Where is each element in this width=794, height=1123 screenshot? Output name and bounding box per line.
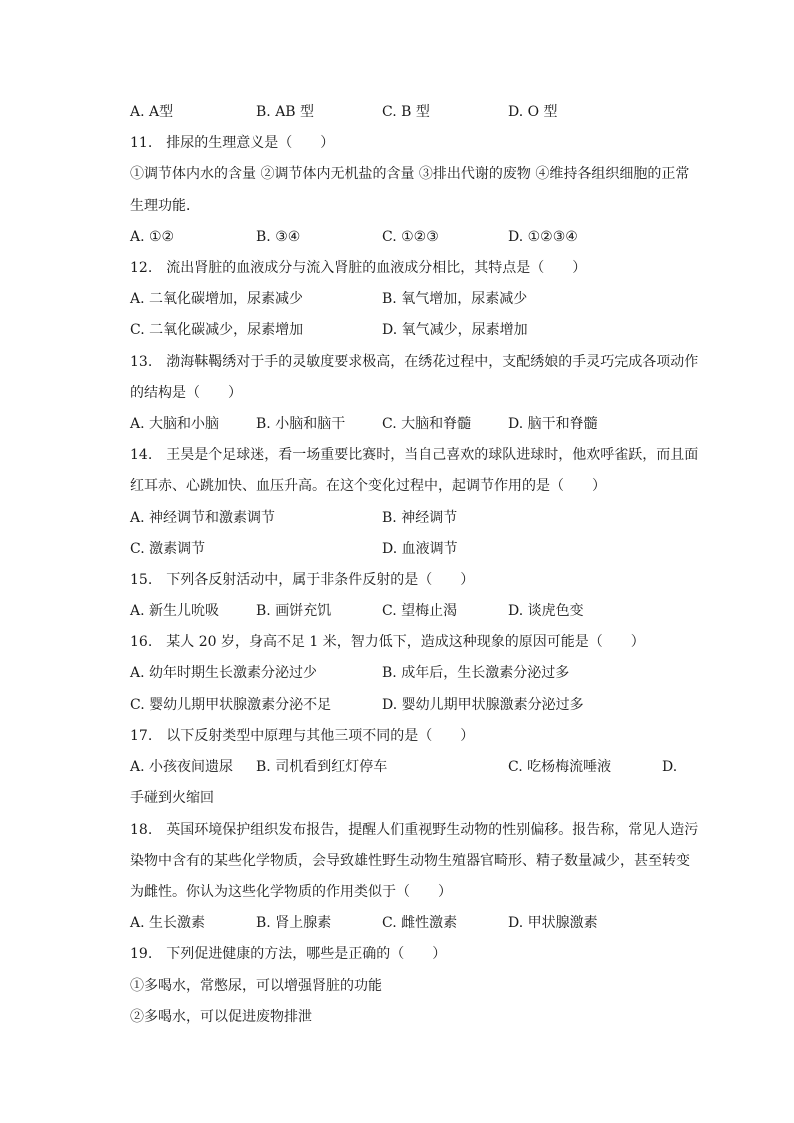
q13-option-b: B. 小脑和脑干 [256,416,346,432]
q18-stem-line3: 为雌性。你认为这些化学物质的作用类似于（ ） [130,884,452,900]
q18-option-a: A. 生长激素 [130,915,206,931]
q16-option-d: D. 婴幼儿期甲状腺激素分泌过多 [382,697,584,713]
q11-desc-line1: ①调节体内水的含量 ②调节体内无机盐的含量 ③排出代谢的废物 ④维持各组织细胞的正常 [130,166,690,182]
q12-option-c: C. 二氧化碳减少，尿素增加 [130,322,304,338]
q18-stem-line2: 染物中含有的某些化学物质，会导致雄性野生动物生殖器官畸形、精子数量减少，甚至转变 [130,853,690,869]
q12-option-a: A. 二氧化碳增加，尿素减少 [130,291,304,307]
q17-stem: 17. 以下反射类型中原理与其他三项不同的是（ ） [130,728,475,744]
q10-option-d: D. O 型 [508,104,558,120]
q17-option-b: B. 司机看到红灯停车 [256,759,388,775]
q15-option-d: D. 谈虎色变 [508,603,584,619]
q16-stem: 16. 某人 20 岁，身高不足 1 米，智力低下，造成这种现象的原因可能是（ ） [130,634,645,650]
q14-option-a: A. 神经调节和激素调节 [130,510,276,526]
q10-option-b: B. AB 型 [256,104,315,120]
q13-option-a: A. 大脑和小脑 [130,416,220,432]
q10-option-a: A. A型 [130,104,174,120]
q10-option-c: C. B 型 [382,104,430,120]
q14-stem-line2: 红耳赤、心跳加快、血压升高。在这个变化过程中，起调节作用的是（ ） [130,478,606,494]
q11-option-b: B. ③④ [256,229,301,245]
q15-option-c: C. 望梅止渴 [382,603,458,619]
q17-option-d: D. [662,759,678,775]
q13-stem-line2: 的结构是（ ） [130,385,242,401]
q17-option-a: A. 小孩夜间遗尿 [130,759,234,775]
q16-option-a: A. 幼年时期生长激素分泌过少 [130,665,318,681]
q12-option-d: D. 氧气减少，尿素增加 [382,322,528,338]
q19-stem: 19. 下列促进健康的方法，哪些是正确的（ ） [130,946,447,962]
q11-stem: 11. 排尿的生理意义是（ ） [130,135,335,151]
q19-item2: ②多喝水，可以促进废物排泄 [130,1009,312,1025]
q12-option-b: B. 氧气增加，尿素减少 [382,291,528,307]
q14-stem-line1: 14. 王昊是个足球迷，看一场重要比赛时，当自己喜欢的球队进球时，他欢呼雀跃，而且面 [130,447,699,463]
q14-option-b: B. 神经调节 [382,510,458,526]
q17-option-c: C. 吃杨梅流唾液 [508,759,612,775]
q15-option-a: A. 新生儿吮吸 [130,603,220,619]
q13-option-c: C. 大脑和脊髓 [382,416,472,432]
q13-option-d: D. 脑干和脊髓 [508,416,598,432]
q17-option-d-wrap: 手碰到火缩回 [130,790,214,806]
q18-option-d: D. 甲状腺激素 [508,915,598,931]
q16-option-b: B. 成年后，生长激素分泌过多 [382,665,570,681]
q16-option-c: C. 婴幼儿期甲状腺激素分泌不足 [130,697,332,713]
q14-option-d: D. 血液调节 [382,541,458,557]
q19-item1: ①多喝水，常憋尿，可以增强肾脏的功能 [130,978,382,994]
q14-option-c: C. 激素调节 [130,541,206,557]
q15-stem: 15. 下列各反射活动中，属于非条件反射的是（ ） [130,572,475,588]
q12-stem: 12. 流出肾脏的血液成分与流入肾脏的血液成分相比，其特点是（ ） [130,260,587,276]
q11-option-c: C. ①②③ [382,229,439,245]
q15-option-b: B. 画饼充饥 [256,603,332,619]
q11-desc-line2: 生理功能． [130,198,200,214]
q18-option-b: B. 肾上腺素 [256,915,332,931]
q11-option-d: D. ①②③④ [508,229,578,245]
q11-option-a: A. ①② [130,229,175,245]
q18-stem-line1: 18. 英国环境保护组织发布报告，提醒人们重视野生动物的性别偏移。报告称，常见人造污 [130,822,699,838]
q13-stem-line1: 13. 渤海靺鞨绣对于手的灵敏度要求极高，在绣花过程中，支配绣娘的手灵巧完成各项动作 [130,354,699,370]
q18-option-c: C. 雌性激素 [382,915,458,931]
